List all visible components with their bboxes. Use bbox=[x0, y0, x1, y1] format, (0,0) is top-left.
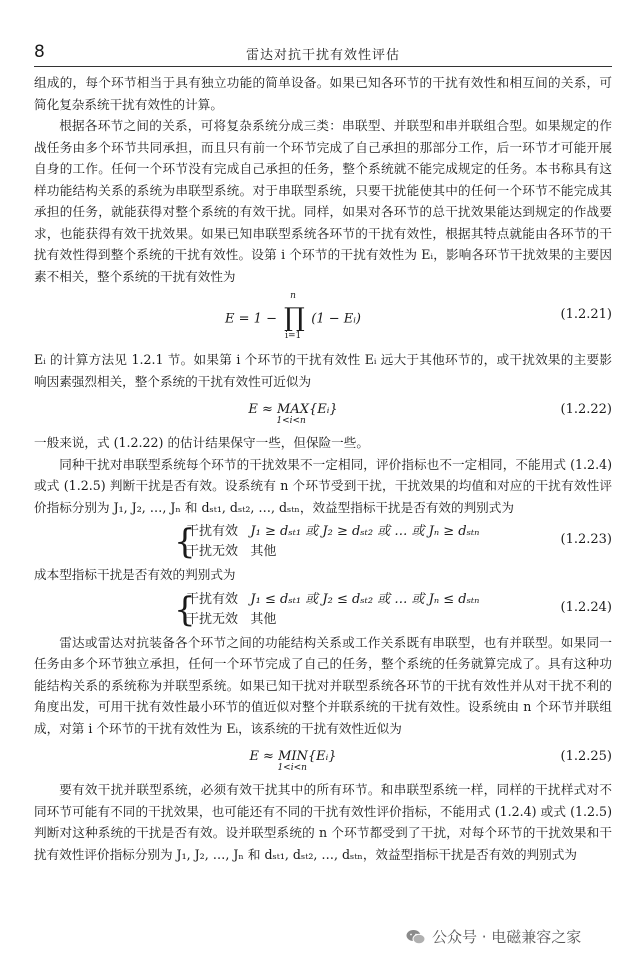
equation-1-2-24: { 干扰有效 J₁ ≤ dₛₜ₁ 或 J₂ ≤ dₛₜ₂ 或 … 或 Jₙ ≤ dₛₜₙ 干扰无效 其他 (1.2.24) bbox=[174, 589, 612, 630]
watermark bbox=[406, 926, 581, 947]
product-lower: i=1 bbox=[285, 331, 302, 341]
condition-label: 干扰无效 bbox=[186, 611, 239, 627]
equation-number: (1.2.24) bbox=[560, 599, 612, 615]
running-title: 雷达对抗干扰有效性评估 bbox=[245, 48, 400, 63]
paragraph: 雷达或雷达对抗装备各个环节之间的功能结构关系或工作关系既有串联型，也有并联型。如果同一任务由多个环节独立承担，任何一个环节完成了自己的任务，整个系统的任务就算完成了。具有这种功能结构关系的系统称为并联型系统。如果已知干扰对并联型系统各环节的干扰有效性并从对干扰不利的角度出发，可用干扰有效性最小环节的值近似对整个并联系统的干扰有效性。设系统由 n 个环节并联组成，对第 i 个环节的干扰有效性为 Eᵢ，该系统的干扰有效性近似为 bbox=[34, 634, 612, 736]
equation-1-2-21 bbox=[34, 287, 612, 349]
equation-lhs: E ≈ MAX{Eᵢ} bbox=[248, 402, 338, 417]
condition-expression: 其他 bbox=[250, 544, 277, 559]
equation-number: (1.2.23) bbox=[560, 532, 612, 547]
product-operator: n ∏ i=1 bbox=[284, 291, 305, 341]
equation-number: (1.2.21) bbox=[560, 307, 612, 322]
paragraph: Eᵢ 的计算方法见 1.2.1 节。如果第 i 个环节的干扰有效性 Eᵢ 远大于其他环节的，或干扰效果的主要影响因素强烈相关，整个系统的干扰有效性可近似为 bbox=[34, 352, 612, 389]
equation-lhs: E ≈ MIN{Eᵢ} bbox=[249, 749, 337, 764]
paragraph: 要有效干扰并联型系统，必须有效干扰其中的所有环节。和串联型系统一样，同样的干扰样式对不同环节可能有不同的干扰效果，也可能还有不同的干扰有效性评价指标，不能用式 (1.2.4) 或式 (1.2.5) 判断对这种系统的干扰是否有效。设并联型系统的 n 个环节都受到了干扰，对每个环节的干扰效果和干扰有效性评价指标分别为 J₁, J₂, …, Jₙ 和 dₛₜ₁, dₛₜ₂, …, dₛₜₙ，效益型指标干扰是否有效的判别式为 bbox=[34, 782, 612, 862]
condition-label: 干扰有效 bbox=[186, 591, 239, 607]
paragraph: 组成的，每个环节相当于具有独立功能的简单设备。如果已知各环节的干扰有效性和相互间的关系，可简化复杂系统干扰有效性的计算。 bbox=[34, 75, 612, 112]
condition-expression: 其他 bbox=[250, 611, 277, 627]
page-header bbox=[34, 40, 612, 67]
paragraph: 根据各环节之间的关系，可将复杂系统分成三类：串联型、并联型和串并联组合型。如果规定的作战任务由多个环节共同承担，而且只有前一个环节完成了自己承担的那部分工作，后一环节才可能开展自身的工作。任何一个环节没有完成自己承担的任务，整个系统就不能完成规定的任务。本书称具有这样功能结构关系的系统为串联型系统。对于串联型系统，只要干扰能使其中的任何一个环节不能完成其承担的任务，就能获得对整个系统的有效干扰。同样，如果对各环节的总干扰效果能达到规定的作战要求，也能获得有效干扰效果。如果已知串联型系统各环节的干扰有效性，根据其特点就能由各环节的干扰有效性得到整个系统的干扰有效性。设第 i 个环节的干扰有效性为 Eᵢ，影响各环节干扰效果的主要因素不相关，整个系统的干扰有效性为 bbox=[34, 118, 612, 284]
paragraph: 同种干扰对串联型系统每个环节的干扰效果不一定相同，评价指标也不一定相同，不能用式 (1.2.4) 或式 (1.2.5) 判断干扰是否有效。设系统有 n 个环节受到干扰，干扰效果的均值和对应的干扰有效性评价指标分别为 J₁, J₂, …, Jₙ 和 dₛₜ₁, dₛₜ₂, …, dₛₜₙ，效益型指标干扰是否有效的判别式为 bbox=[34, 456, 612, 515]
page-number: 8 bbox=[34, 42, 45, 62]
min-subscript: 1<i<n bbox=[277, 763, 307, 773]
product-upper: n bbox=[290, 291, 296, 301]
max-subscript: 1<i<n bbox=[276, 416, 306, 426]
page-body bbox=[34, 72, 612, 865]
equation-1-2-23: { 干扰有效 J₁ ≥ dₛₜ₁ 或 J₂ ≥ dₛₜ₂ 或 … 或 Jₙ ≥ dₛₜₙ 干扰无效 其他 (1.2.23) bbox=[174, 522, 612, 562]
condition-expression: J₁ ≥ dₛₜ₁ 或 J₂ ≥ dₛₜ₂ 或 … 或 Jₙ ≥ dₛₜₙ bbox=[250, 524, 480, 539]
equation-1-2-25 bbox=[34, 739, 612, 779]
paragraph: 成本型指标干扰是否有效的判别式为 bbox=[34, 567, 236, 582]
equation-rhs: (1 − Eᵢ) bbox=[311, 311, 361, 327]
equation-1-2-22 bbox=[34, 392, 612, 432]
condition-label: 干扰有效 bbox=[186, 524, 239, 539]
condition-expression: J₁ ≤ dₛₜ₁ 或 J₂ ≤ dₛₜ₂ 或 … 或 Jₙ ≤ dₛₜₙ bbox=[250, 591, 480, 607]
watermark-text: 公众号 · 电磁兼容之家 bbox=[432, 928, 582, 946]
condition-label: 干扰无效 bbox=[186, 544, 239, 559]
wechat-icon bbox=[406, 929, 426, 945]
equation-lhs: E = 1 − bbox=[225, 311, 277, 327]
equation-number: (1.2.25) bbox=[560, 749, 612, 764]
paragraph: 一般来说，式 (1.2.22) 的估计结果保守一些，但保险一些。 bbox=[34, 435, 369, 450]
equation-number: (1.2.22) bbox=[560, 402, 612, 417]
